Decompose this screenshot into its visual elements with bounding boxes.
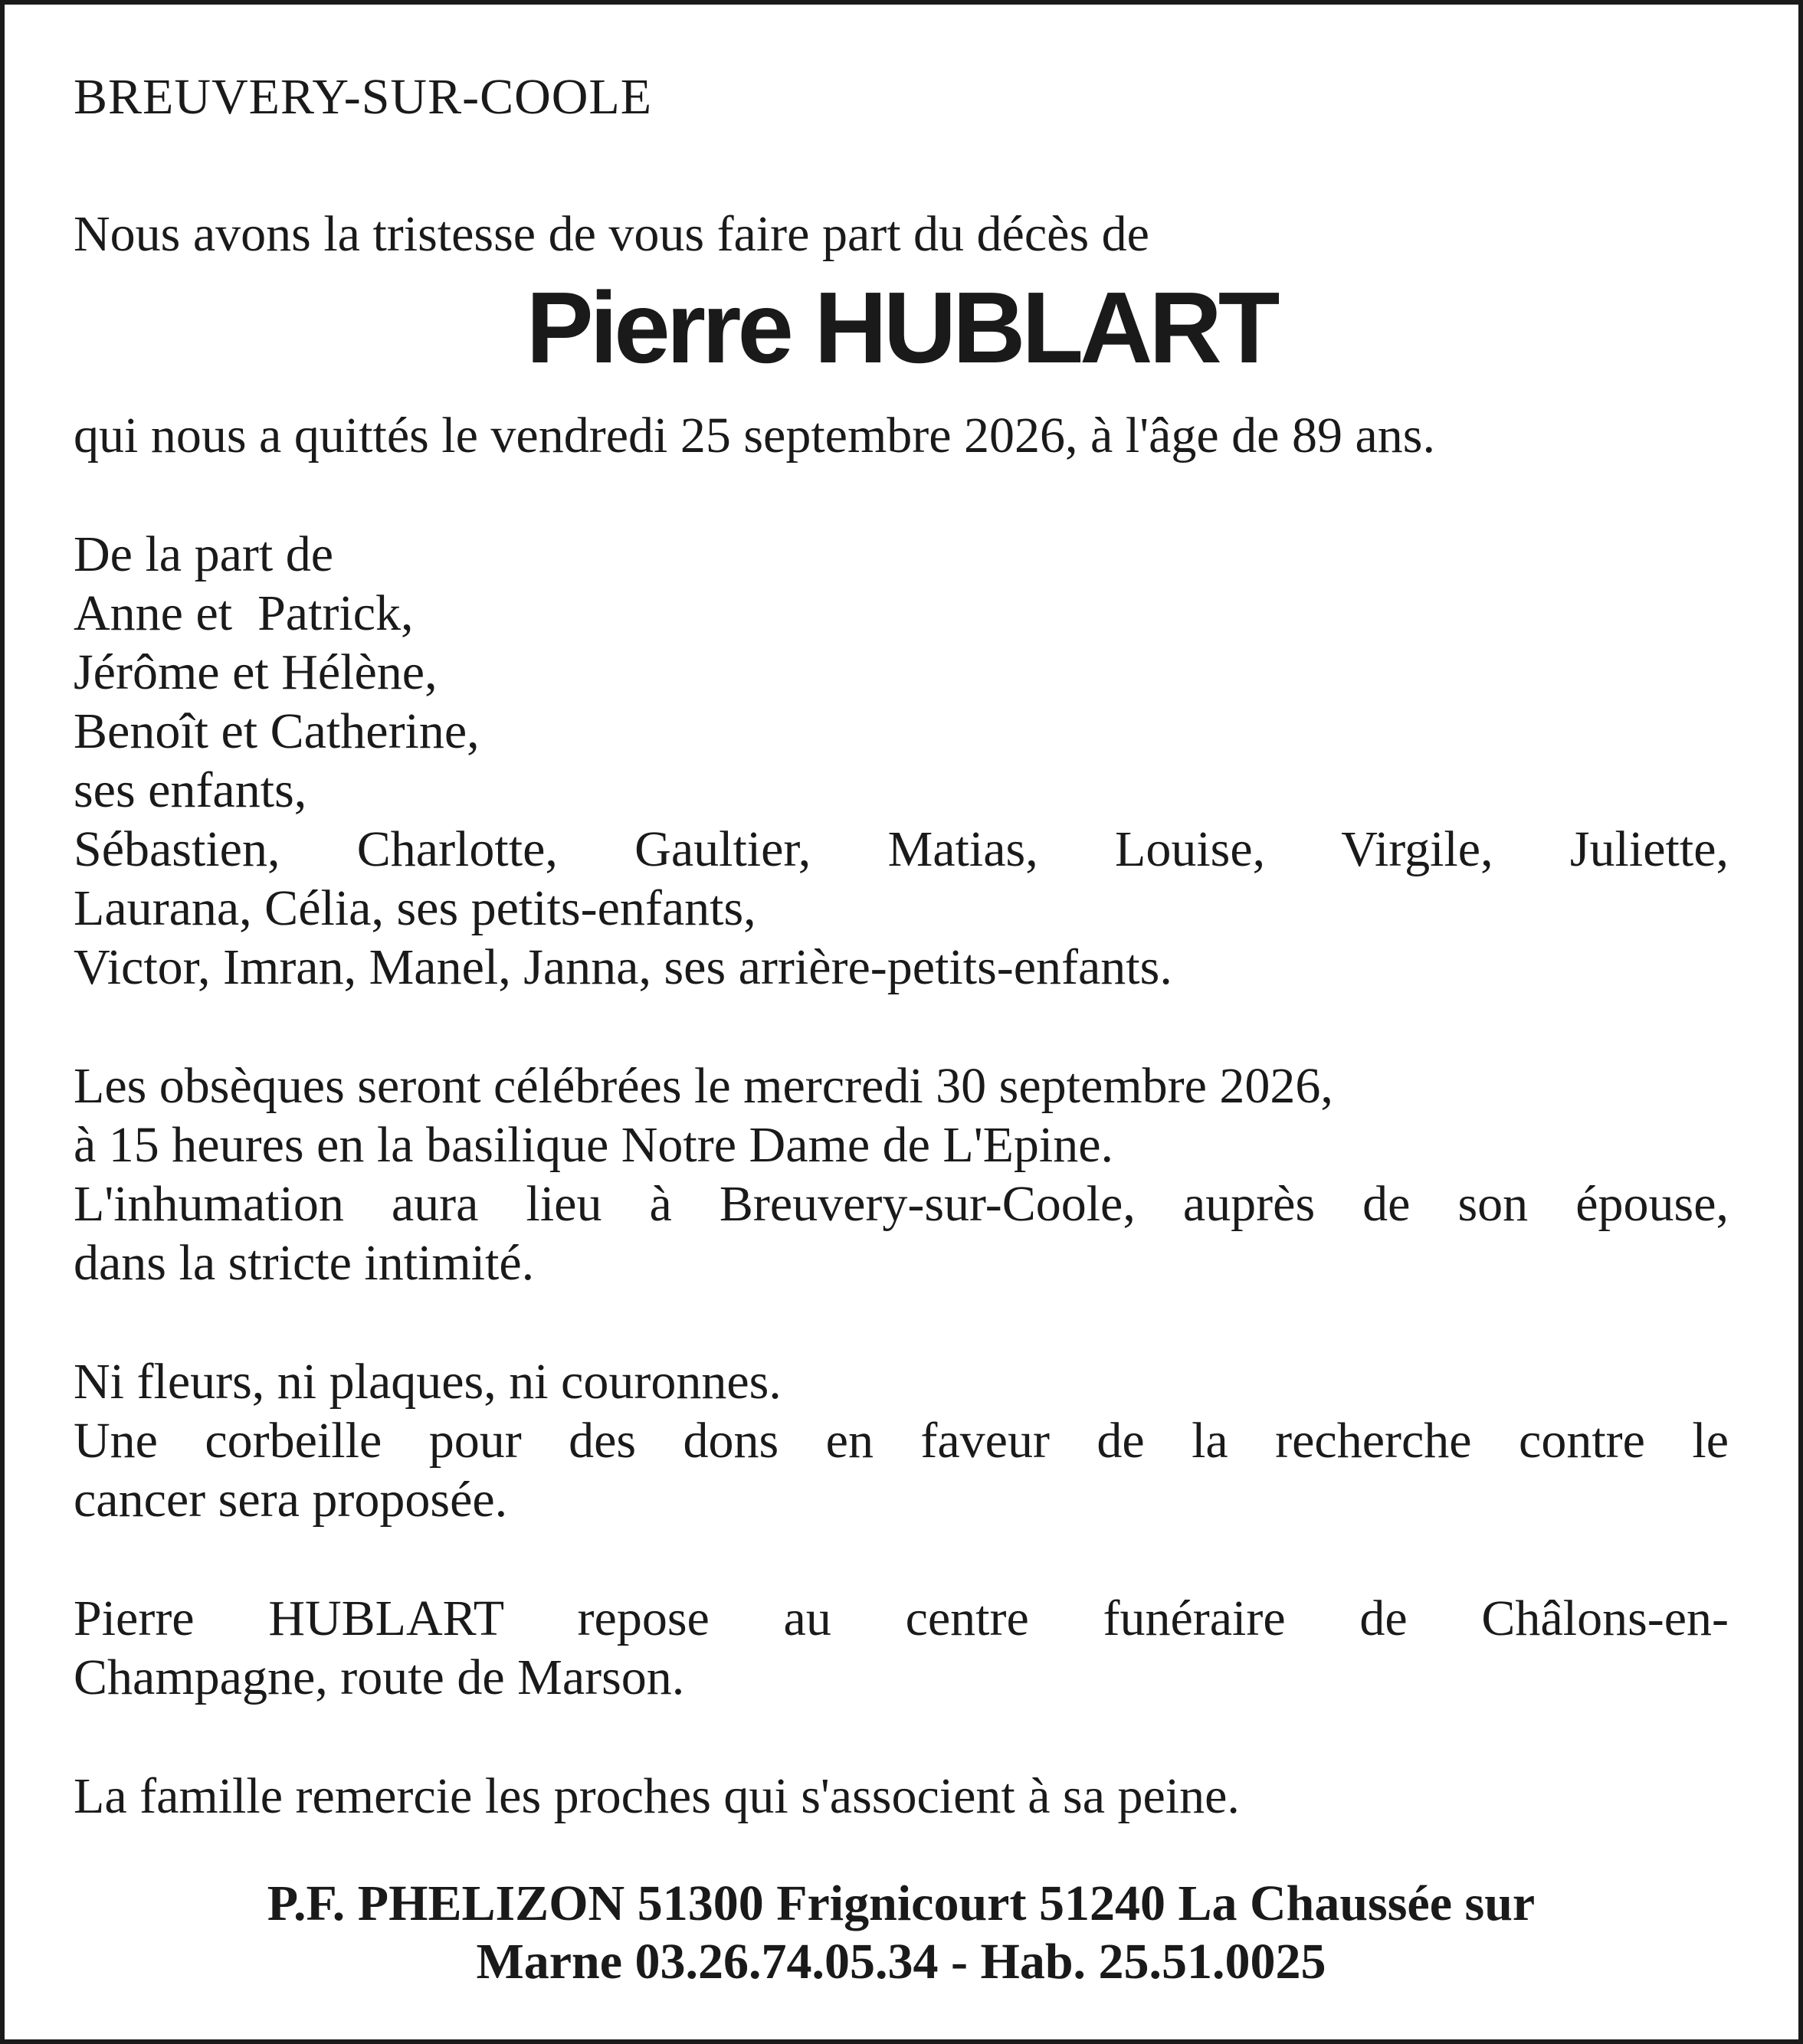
ceremony-section [74, 1056, 1729, 1292]
repose-line: Champagne, route de Marson. [74, 1649, 685, 1705]
location-heading: BREUVERY-SUR-COOLE [74, 69, 653, 125]
family-line: Sébastien, Charlotte, Gaultier, Matias, Louise, Virgile, Juliette, [74, 821, 1729, 877]
family-line: Benoît et Catherine, [74, 703, 480, 759]
flowers-line: Ni fleurs, ni plaques, ni couronnes. [74, 1354, 782, 1410]
funeral-home-footer [74, 1875, 1729, 1991]
ceremony-line: à 15 heures en la basilique Notre Dame de L'Epine. [74, 1117, 1114, 1173]
family-line: ses enfants, [74, 762, 307, 818]
flowers-line: Une corbeille pour des dons en faveur de la recherche contre le [74, 1413, 1729, 1469]
death-info: qui nous a quittés le vendredi 25 septembre 2026, à l'âge de 89 ans. [74, 408, 1435, 464]
family-line: De la part de [74, 526, 333, 582]
obituary-notice [74, 67, 1729, 1991]
deceased-name: Pierre HUBLART [526, 271, 1277, 384]
footer-line: P.F. PHELIZON 51300 Frignicourt 51240 La Chaussée sur [267, 1875, 1536, 1931]
ceremony-line: Les obsèques seront célébrées le mercredi 30 septembre 2026, [74, 1058, 1333, 1114]
repose-line: Pierre HUBLART repose au centre funéraire de Châlons-en- [74, 1590, 1729, 1646]
family-line: Laurana, Célia, ses petits-enfants, [74, 880, 756, 936]
thanks-text: La famille remercie les proches qui s'associent à sa peine. [74, 1768, 1240, 1824]
family-line: Anne et Patrick, [74, 585, 414, 641]
family-line: Jérôme et Hélène, [74, 644, 438, 700]
family-line: Victor, Imran, Manel, Janna, ses arrière-petits-enfants. [74, 939, 1172, 995]
ceremony-line: L'inhumation aura lieu à Breuvery-sur-Coole, auprès de son épouse, [74, 1176, 1729, 1232]
family-section [74, 525, 1729, 997]
repose-section [74, 1589, 1729, 1707]
flowers-section [74, 1352, 1729, 1529]
footer-line: Marne 03.26.74.05.34 - Hab. 25.51.0025 [476, 1934, 1326, 1990]
ceremony-line: dans la stricte intimité. [74, 1235, 535, 1291]
flowers-line: cancer sera proposée. [74, 1472, 508, 1528]
intro-text: Nous avons la tristesse de vous faire part du décès de [74, 206, 1149, 262]
